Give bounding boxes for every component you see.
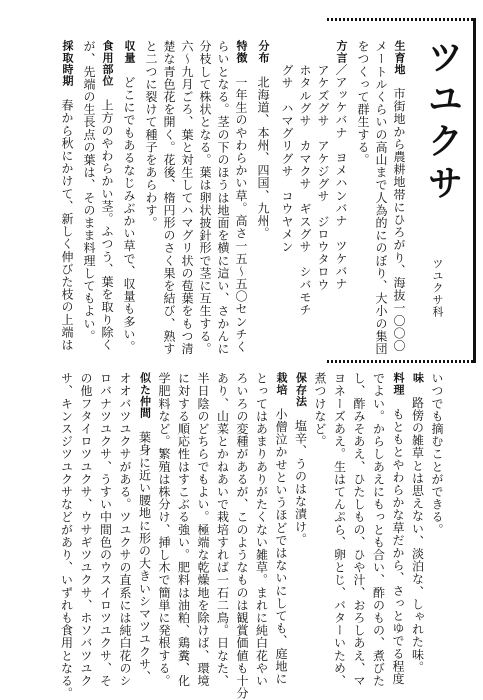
habitat-line-3: をつくって群生する。 — [356, 40, 370, 166]
edible-part-entry — [100, 40, 114, 351]
lower-line-text: オオバツユクサがある。ツユクサの直系には純白花のシ — [118, 372, 132, 687]
feature-entry — [234, 40, 248, 353]
feature-line-6: と二つに裂けて種子をあらわす。 — [144, 40, 158, 229]
season-label: 採取時期 — [61, 40, 74, 87]
lower-line-text: サ、キンスジツユクサなどがあり、いずれも食用となる。 — [59, 372, 74, 700]
title-frame-right-border — [473, 18, 476, 363]
lower-line-label: 料理 — [392, 372, 405, 396]
title-frame-bottom-border — [327, 360, 476, 363]
lower-line-text: し、酢みそあえ、ひたしもの、ひや汁、おろしあえ、マ — [352, 372, 366, 687]
dialect-line-4: グサ ハマグリグサ コウヤメン — [280, 64, 294, 253]
lower-line — [118, 372, 131, 687]
lower-line-text: でよい。からしあえにもっとも合い、酢のもの、煮びた — [371, 372, 386, 687]
lower-line-text: 塩辛、うのはな漬け。 — [293, 419, 308, 546]
habitat-text: 市街地から農耕地帯にひろがり、海抜一〇〇〇 — [392, 87, 406, 353]
habitat-line-2: メートルくらいの高山まで人為的にのぼり、大小の集団 — [374, 40, 388, 355]
lower-line-text: いつでも摘むことができる。 — [430, 372, 444, 536]
distribution-entry — [256, 40, 270, 240]
plant-family: ツユクサ科 — [431, 258, 444, 318]
lower-line-text: 煮つけなど。 — [313, 372, 327, 448]
habitat-entry — [392, 40, 406, 352]
lower-line — [313, 372, 326, 448]
lower-line — [411, 372, 425, 673]
page-title: ツユクサ — [422, 38, 463, 206]
lower-line — [352, 372, 365, 687]
lower-line — [235, 372, 248, 700]
lower-line — [255, 372, 268, 687]
lower-line-text: あり、山菜とかねあいで栽培すれば一石二鳥。日なた、 — [215, 372, 230, 687]
lower-line-text: 路傍の雑草とは思えない、淡泊な、しゃれた味。 — [410, 396, 425, 674]
lower-line-text: とってはあまりありがたくない雑草。まれに純白花やい — [254, 372, 269, 687]
lower-line — [430, 372, 443, 536]
lower-line-text: もともとやわらかな草だから、さっとゆでる程度 — [391, 407, 405, 686]
lower-line — [157, 372, 170, 687]
lower-line-text: 学肥料など。繁殖は株分け、挿し木で簡単に発根する。 — [157, 372, 171, 687]
lower-line — [99, 372, 112, 687]
harvest-label: 収量 — [123, 40, 136, 64]
harvest-entry — [122, 40, 136, 353]
lower-line-label: 保存法 — [294, 372, 308, 407]
edible-part-text: 上方のやわらかい茎。ふつう、葉を取り除く — [100, 99, 114, 352]
lower-line-text: 葉身に近い腰地に形の大きいシマツユクサ、 — [137, 431, 152, 684]
lower-line — [294, 372, 308, 545]
lower-line-text: ロバナツユクサ、うすい中間色のウスイロツユクサ、そ — [98, 372, 113, 687]
lower-line — [333, 372, 346, 687]
lower-line — [60, 372, 73, 700]
lower-line — [372, 372, 385, 687]
dialect-line-2: アケズグサ アケジグサ ジロウタロウ — [316, 64, 330, 291]
feature-line-5: 楚な青色花を開く。花後、楕円形のさく果を結び、熟す — [162, 40, 176, 355]
feature-label: 特徴 — [235, 40, 248, 64]
distribution-label: 分布 — [257, 40, 270, 64]
feature-line-3: 分枝して株状となる。葉は卵状披針形で茎に互生する。 — [198, 40, 212, 355]
harvest-text: どこにでもあるなじみぶかい草で、収量も多い。 — [122, 75, 136, 354]
lower-line — [274, 372, 288, 685]
feature-line-4: 六〜九月ごろ、葉と対生してハマグリ状の苞葉をもつ清 — [180, 40, 194, 355]
dialect-line-3: ホタルグサ カマクサ ギスグサ シバモチ — [298, 64, 312, 316]
lower-line-text: ヨネーズあえ。生はてんぷら、卵とじ、バターいため、 — [332, 372, 347, 687]
distribution-text: 北海道、本州、四国、九州。 — [256, 75, 270, 240]
lower-line-text: ろいろの変種があるが、このようなものは観賞価値も十分 — [235, 372, 249, 700]
lower-line-text: 小僧泣かせというほどではないにしても、庭地に — [274, 407, 288, 686]
title-frame-top-border — [327, 18, 476, 21]
lower-line — [391, 372, 405, 685]
season-text: 春から秋にかけて、新しく伸びた枝の上端は — [60, 99, 74, 352]
lower-line — [138, 372, 152, 683]
lower-line — [79, 372, 92, 687]
lower-line — [177, 372, 190, 687]
feature-text: 一年生のやわらかい草。高さ一五〜五〇センチく — [234, 75, 248, 354]
habitat-label: 生育地 — [393, 40, 406, 75]
season-entry — [60, 40, 74, 351]
lower-line-label: 似た仲間 — [138, 372, 152, 419]
lower-line — [196, 372, 209, 687]
dialect-entry — [334, 40, 348, 290]
dialect-label: 方言 — [335, 40, 348, 64]
lower-line-text: に対する順応性はすこぶる強い。肥料は油粕、鶏糞、化 — [176, 372, 191, 687]
dialect-text: ／アッケバナ ヨメハンバナ ツケバナ — [334, 63, 348, 291]
edible-part-label: 食用部位 — [101, 40, 114, 87]
lower-line-label: 栽培 — [275, 372, 288, 396]
feature-line-2: らいとなる。茎の下のほうは地面を横に這い、さかんに — [216, 40, 230, 355]
lower-line-text: 半日陰のどちらでもよい。極端な乾燥地を除けば、環境 — [196, 372, 210, 687]
lower-line-label: 味 — [411, 372, 425, 384]
edible-part-line-2: が、先端の生長点の葉は、そのまま料理してもよい。 — [82, 40, 96, 343]
lower-line-text: の他フタイロツユクサ、ウサギツユクサ、ホソバツユク — [79, 372, 93, 687]
lower-line — [216, 372, 229, 687]
